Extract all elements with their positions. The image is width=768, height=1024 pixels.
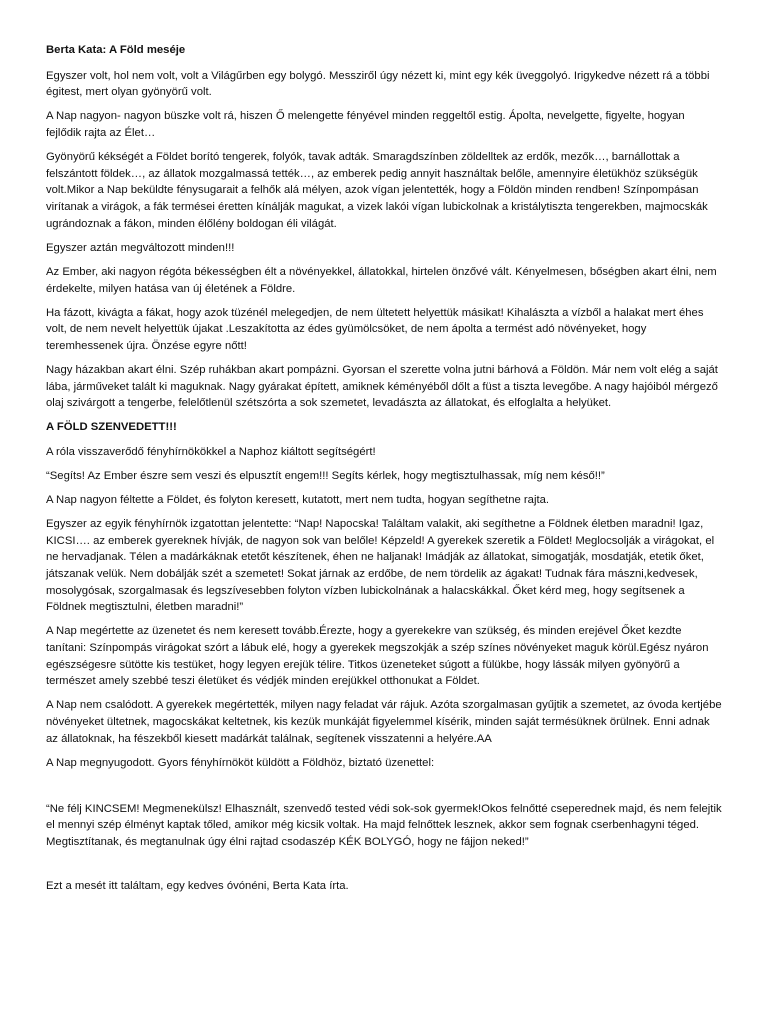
paragraph: Egyszer aztán megváltozott minden!!! [46,241,235,254]
paragraph: A róla visszaverődő fényhírnökökkel a Naphoz kiáltott segítségért! [46,445,376,458]
paragraph: A Nap nem csalódott. A gyerekek megértették, milyen nagy feladat vár rájuk. Azóta szorgalmasan gyűjtik a szemetet, az óvoda kertjébe növényeket ültetnek, magocskákat keltetnek, kis kezük munkáját figyelemmel kísérik, minden saját termésüknek örülnek. Enni adnak az állatoknak, ha fészekből kiesett madárkát találnak, segítenek visszatenni a helyére.AA [46,699,722,745]
paragraph: Nagy házakban akart élni. Szép ruhákban akart pompázni. Gyorsan el szerette volna jutni bárhová a Földön. Már nem volt elég a saját lába, járműveket talált ki maguknak. Nagy gyárakat épített, amiknek kéményéből dőlt a füst a tiszta levegőbe. A nagy hajóiból mérgező olaj szivárgott a tengerbe, felelőtlenül szétszórta a sok szemetet, levadászta az állatokat, és elfoglalta a helyüket. [46,364,718,410]
spacer [46,779,722,801]
paragraph: Gyönyörű kékségét a Földet borító tengerek, folyók, tavak adták. Smaragdszínben zöldelltek az erdők, mezők…, barnállottak a felszántott földek…, az állatok mozgalmassá tették…, az emberek pedig annyit használtak belőle, amennyire életükhöz szükségük volt.Mikor a Nap beküldte fénysugarait a felhők alá mélyen, azok vígan jelentették, hogy a Földön minden rendben! Színpompásan virítanak a virágok, a fák termései éretten kínálják magukat, a vizek lakói vígan lubickolnak a kristálytiszta tengerekben, majmocskák ugrándoznak a fákon, minden élőlény boldogan éli világát. [46,151,708,230]
paragraph: A Nap megnyugodott. Gyors fényhírnököt küldött a Földhöz, biztató üzenettel: [46,756,435,769]
document-page [46,42,722,902]
spacer [46,858,722,878]
paragraph: A Nap megértette az üzenetet és nem keresett tovább.Érezte, hogy a gyerekekre van szükség, és minden erejével Őket kezdte tanítani: Színpompás virágokat szórt a lábuk elé, hogy a gyerekek megszokják a szép színes növényeket maguk körül.Egész nyáron egészségesre sütötte kis testüket, hogy legyen erejük télire. Titkos üzeneteket súgott a fülükbe, hogy lássák milyen gyönyörű a természet amely szebbé teszi életüket és védjék minden erejükkel otthonukat a Földet. [46,625,709,688]
paragraph: Ha fázott, kivágta a fákat, hogy azok tüzénél melegedjen, de nem ültetett helyettük másikat! Kihalászta a vízből a halakat mert éhes volt, de nem nevelt helyettük újakat .Leszakította az édes gyümölcsöket, de nem ápolta a termést adó növényeket, hogy teremhessenek újra. Önzése egyre nőtt! [46,306,704,352]
paragraph: Egyszer az egyik fényhírnök izgatottan jelentette: “Nap! Napocska! Találtam valakit, aki segíthetne a Földnek életben maradni! Igaz, KICSI…. az emberek gyereknek hívják, de nagyon sok van belőle! Képzeld! A gyerekek szeretik a Földet! Meglocsolják a virágokat, el ne hervadjanak. Télen a madárkáknak etetőt készítenek, éhen ne haljanak! Imádják az állatokat, simogatják, mosdatják, etetik őket, játszanak velük. Nem dobálják szét a szemetet! Sokat járnak az erdőbe, de nem tördelik az ágakat! Tudnak fára mászni,kedvesek, mosolygósak, szorgalmasak és legszívesebben folyton vízben lubickolnának a halacskákkal. Őket kérd meg, hogy segítsenek a Földnek megtisztulni, életben maradni!” [46,518,715,614]
paragraph: A Nap nagyon- nagyon büszke volt rá, hiszen Ő melengette fényével minden reggeltől estig. Ápolta, nevelgette, figyelte, hogyan fejlődik rajta az Élet… [46,110,685,139]
footer-note: Ezt a mesét itt találtam, egy kedves óvónéni, Berta Kata írta. [46,880,349,893]
paragraph: “Segíts! Az Ember észre sem veszi és elpusztít engem!!! Segíts kérlek, hogy megtisztulhassak, míg nem késő!!” [46,469,605,482]
section-heading: A FÖLD SZENVEDETT!!! [46,421,177,434]
closing-message: “Ne félj KINCSEM! Megmenekülsz! Elhasznált, szenvedő tested védi sok-sok gyermek!Okos felnőtté cseperednek majd, és nem felejtik el mennyi szép élményt kaptak tőled, amikor még kicsik voltak. Ha majd felnőttek lesznek, akkor sem fognak cserbenhagyni téged. Megtisztítanak, és megtanulnak úgy élni rajtad csodaszép KÉK BOLYGÓ, hogy ne fájjon neked!” [46,802,722,849]
paragraph: A Nap nagyon féltette a Földet, és folyton keresett, kutatott, mert nem tudta, hogyan segíthetne rajta. [46,494,550,506]
document-title: Berta Kata: A Föld meséje [46,44,186,56]
paragraph: Az Ember, aki nagyon régóta békességben élt a növényekkel, állatokkal, hirtelen önzővé vált. Kényelmesen, bőségben akart élni, nem érdekelte, milyen hatása van új életének a Földre. [46,265,717,295]
paragraph: Egyszer volt, hol nem volt, volt a Világűrben egy bolygó. Messziről úgy nézett ki, mint egy kék üveggolyó. Irigykedve nézett rá a többi égitest, mert olyan gyönyörű volt. [46,69,710,99]
